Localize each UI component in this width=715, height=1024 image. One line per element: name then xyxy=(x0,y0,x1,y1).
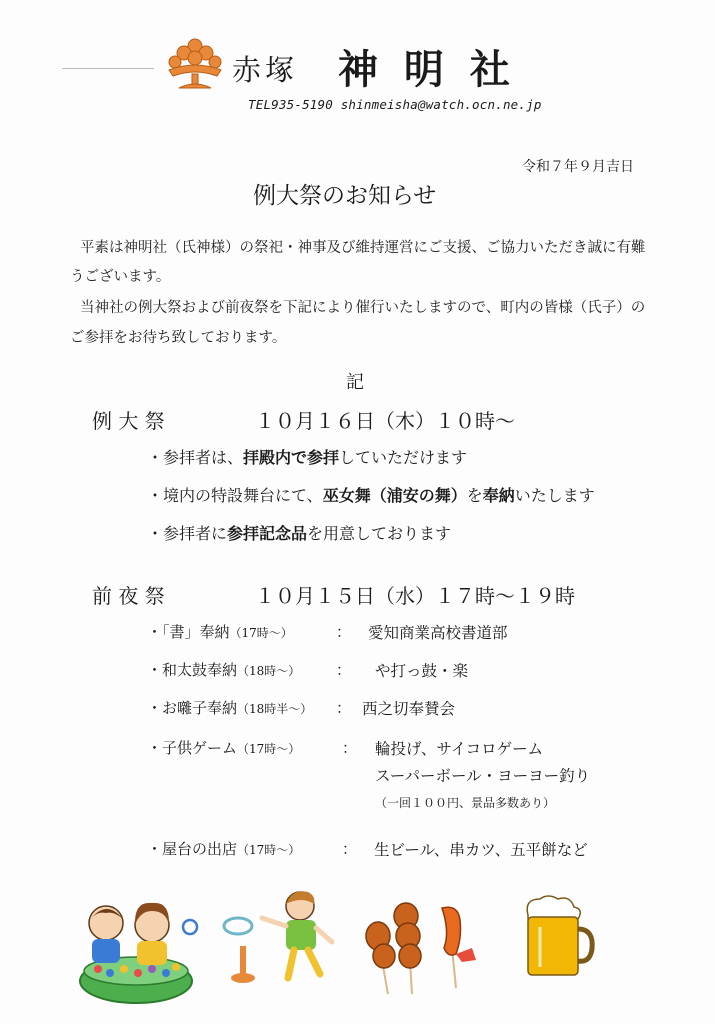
item-text: ・境内の特設舞台にて、 xyxy=(147,486,323,505)
event-time: （18時半～） xyxy=(237,702,313,716)
event-detail: 西之切奉賛会 xyxy=(362,700,456,718)
contact-info: TEL935-5190 shinmeisha@watch.ocn.ne.jp xyxy=(248,97,542,112)
colon: ： xyxy=(336,623,352,641)
event-note: （一回１００円、景品多数あり） xyxy=(375,796,556,810)
event-detail: 愛知商業高校書道部 xyxy=(368,624,508,642)
children-ball-pool-illustration xyxy=(74,893,204,1008)
ki-heading: 記 xyxy=(346,372,364,393)
intro-line-4: ご参拝をお待ち致しております。 xyxy=(70,330,287,346)
event-name xyxy=(147,838,300,859)
header-rule xyxy=(62,68,154,69)
item-bold-text: 参拝記念品 xyxy=(227,524,308,543)
item-bold-text: 巫女舞（浦安の舞） xyxy=(322,486,467,505)
beer-mug-illustration xyxy=(520,893,598,981)
event-time: （18時～） xyxy=(237,664,301,678)
colon: ： xyxy=(336,661,352,679)
item-text: を xyxy=(466,486,483,505)
event-detail-2: スーパーボール・ヨーヨー釣り xyxy=(375,767,591,785)
event-name xyxy=(147,697,312,718)
item-text: ・参拝者に xyxy=(147,524,228,543)
event-name xyxy=(147,659,300,680)
event-time: （17時～） xyxy=(229,626,293,640)
boy-ring-toss-illustration xyxy=(222,888,340,990)
item-bold-text: 拝殿内で参拝 xyxy=(243,448,340,467)
event-time: （17時～） xyxy=(237,742,301,756)
item-text: していただけます xyxy=(339,448,468,467)
item-text: を用意しております xyxy=(307,524,452,543)
event-name-text: ・子供ゲーム xyxy=(147,739,238,757)
intro-line-2: うございます。 xyxy=(70,269,171,285)
zenyasai-datetime: １０月１５日（水）１７時～１９時 xyxy=(255,584,575,608)
event-name-text: ・屋台の出店 xyxy=(147,840,238,858)
event-name-text: ・「書」奉納 xyxy=(147,623,230,641)
event-name xyxy=(147,737,300,758)
intro-line-3: 当神社の例大祭および前夜祭を下記により催行いたしますので、町内の皆様（氏子）の xyxy=(80,300,646,316)
page-title: 例大祭のお知らせ xyxy=(253,183,437,209)
event-detail: 輪投げ、サイコロゲーム xyxy=(375,740,544,758)
reitaisai-item xyxy=(147,445,467,468)
zenyasai-label: 前 夜 祭 xyxy=(92,584,165,608)
shrine-name: 神 明 社 xyxy=(338,46,516,93)
colon: ： xyxy=(342,840,358,858)
issue-date: 令和７年９月吉日 xyxy=(522,159,634,175)
reitaisai-label: 例 大 祭 xyxy=(92,409,165,433)
event-name-text: ・和太鼓奉納 xyxy=(147,661,238,679)
event-detail: や打っ鼓・楽 xyxy=(375,662,469,680)
reitaisai-item xyxy=(147,521,451,544)
event-time: （17時～） xyxy=(237,843,301,857)
kushikatsu-skewers-illustration xyxy=(360,898,492,998)
colon: ： xyxy=(342,739,358,757)
item-text: いたします xyxy=(514,486,595,505)
item-bold-text: 奉納 xyxy=(482,486,515,505)
item-text: ・参拝者は、 xyxy=(147,448,244,467)
intro-line-1: 平素は神明社（氏神様）の祭祀・神事及び維持運営にご支援、ご協力いただき誠に有難 xyxy=(80,240,646,256)
colon: ： xyxy=(336,699,352,717)
reitaisai-datetime: １０月１６日（木）１０時～ xyxy=(255,409,515,433)
event-name-text: ・お囃子奉納 xyxy=(147,699,238,717)
event-detail: 生ビール、串カツ、五平餅など xyxy=(374,841,588,859)
shrine-crest-icon xyxy=(165,36,225,92)
event-name xyxy=(147,621,293,642)
shrine-name-prefix: 赤塚 xyxy=(232,53,299,87)
reitaisai-item xyxy=(147,483,595,506)
